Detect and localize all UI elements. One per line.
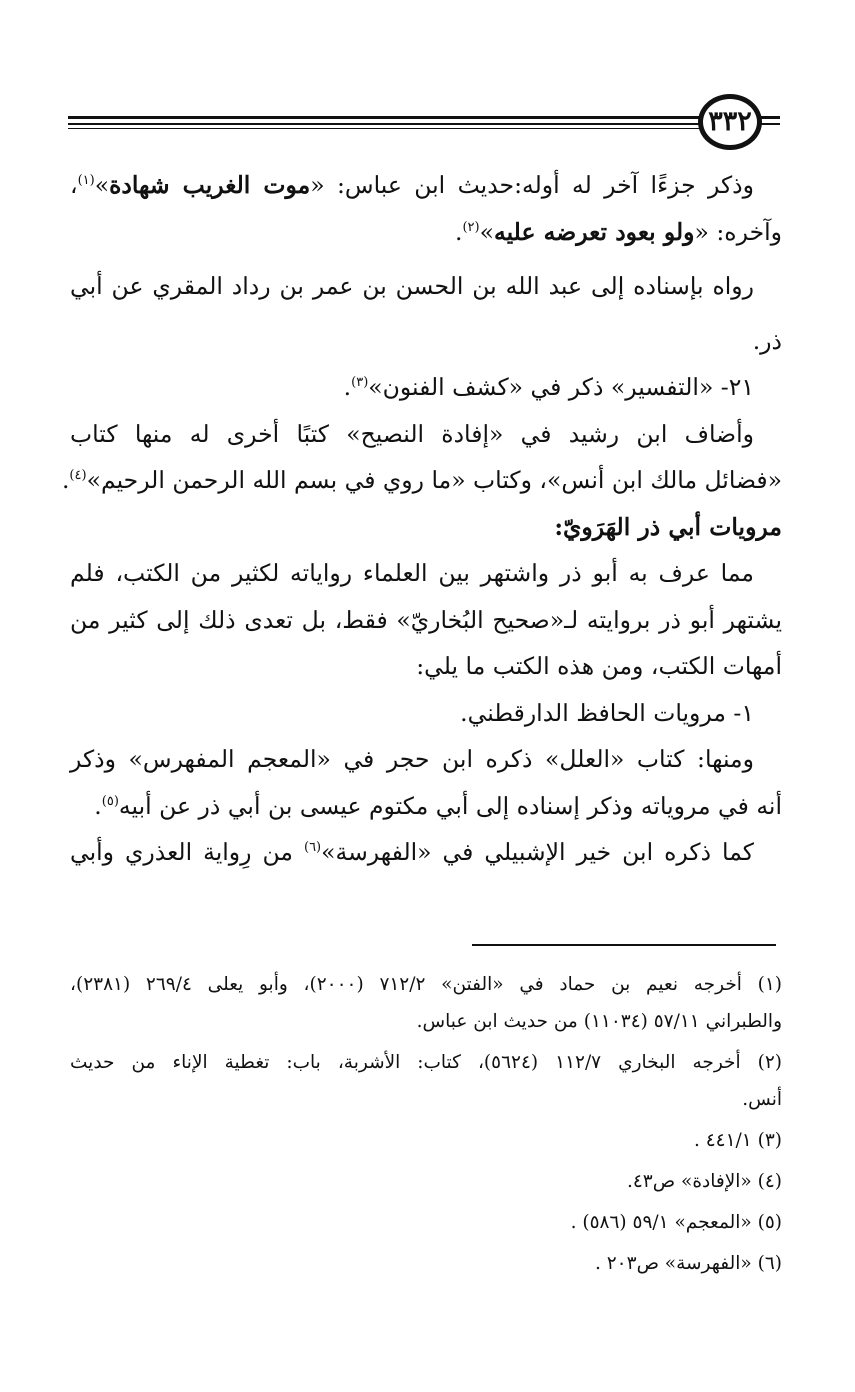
body-line (70, 209, 782, 256)
body-line (61, 457, 782, 504)
text-run: . (454, 217, 463, 246)
body-line (70, 364, 782, 411)
footnote-marker: (٦) (303, 840, 322, 856)
body-line: وأضاف ابن رشيد في «إفادة النصيح» كتبًا أخرى له منها كتاب (70, 419, 754, 448)
text-run: وذكر جزءًا آخر له أوله:حديث ابن عباس: « (310, 171, 754, 199)
body-line: يشتهر أبو ذر بروايته لـ«صحيح البُخاريّ» فقط، بل تعدى ذلك إلى كثير من (70, 605, 782, 634)
footnote-marker: (٥) (101, 793, 119, 809)
body-line (70, 162, 782, 209)
footnotes (70, 966, 782, 1282)
header-rule (68, 128, 710, 129)
body-line (70, 783, 782, 830)
quoted-hadith: ولو بعود تعرضه عليه (493, 217, 695, 246)
section-heading: مرويات أبي ذر الهَرَويّ: (554, 512, 782, 541)
footnote-line: والطبراني ٥٧/١١ (١١٠٣٤) من حديث ابن عباس. (416, 1011, 782, 1032)
text-run: «فضائل مالك ابن أنس»، وكتاب «ما روي في بسم الله الرحمن الرحيم» (86, 466, 782, 494)
footnote-line: أنس. (742, 1089, 782, 1110)
page-header (68, 92, 780, 152)
footnote-line: (٦) «الفهرسة» ص٢٠٣ . (594, 1253, 782, 1274)
quoted-hadith: موت الغريب شهادة (109, 171, 311, 199)
body-line: ومنها: كتاب «العلل» ذكره ابن حجر في «المعجم المفهرس» وذكر (70, 745, 754, 773)
footnote-line: (٣) ٤٤١/١ . (693, 1130, 782, 1151)
text-run: ٢١- «التفسير» ذكر في «كشف الفنون» (368, 373, 754, 401)
footnote-line: (١) أخرجه نعيم بن حماد في «الفتن» ٧١٢/٢ (٢٠٠٠)، وأبو يعلى ٢٦٩/٤ (٢٣٨١)، (70, 974, 783, 995)
text-run: » (94, 171, 110, 199)
body-line: ١- مرويات الحافظ الدارقطني. (460, 698, 754, 727)
text-run: . (94, 791, 102, 820)
footnote-marker: (٤) (69, 468, 87, 484)
body-line: رواه بإسناده إلى عبد الله بن الحسن بن عمر بن رداد المقري عن أبي (70, 272, 754, 300)
body-line: أمهات الكتب، ومن هذه الكتب ما يلي: (416, 652, 782, 680)
footnote-line: (٤) «الإفادة» ص٤٣. (626, 1171, 782, 1192)
page-number-badge (698, 94, 762, 150)
text-run: » (479, 217, 494, 246)
body-line: مما عرف به أبو ذر واشتهر بين العلماء رواياته لكثير من الكتب، فلم (70, 559, 754, 587)
text-run: أنه في مروياته وذكر إسناده إلى أبي مكتوم عيسى بن أبي ذر عن أبيه (118, 791, 782, 820)
text-run: كما ذكره ابن خير الإشبيلي في «الفهرسة» (321, 838, 754, 866)
footnote-marker: (٣) (351, 375, 369, 391)
header-rule (68, 116, 710, 119)
text-run: . (343, 373, 352, 401)
text-run: . (61, 466, 70, 494)
footnote-line: (٥) «المعجم» ٥٩/١ (٥٨٦) . (570, 1212, 782, 1233)
body-text (61, 162, 782, 876)
text-run: ، (70, 171, 78, 199)
footnote-marker: (١) (77, 173, 95, 189)
page-number: ٣٣٢ (708, 105, 752, 137)
text-run: من رِواية العذري وأبي (70, 838, 304, 866)
body-line: ذر. (752, 326, 782, 355)
footnote-separator (472, 944, 776, 946)
body-line (70, 829, 782, 876)
footnote-marker: (٢) (462, 219, 480, 235)
footnote-line: (٢) أخرجه البخاري ١١٢/٧ (٥٦٢٤)، كتاب: الأشربة، باب: تغطية الإناء من حديث (70, 1052, 783, 1073)
text-run: وآخره: « (694, 217, 782, 246)
header-rule (68, 123, 710, 125)
